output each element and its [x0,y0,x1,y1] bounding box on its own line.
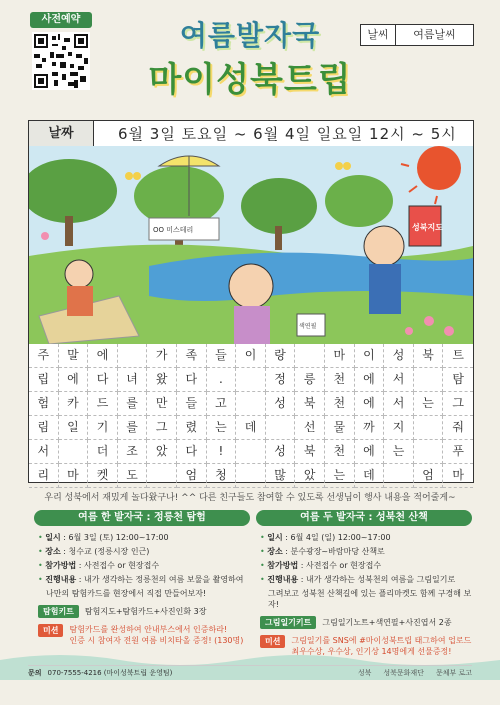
grid-cell: 그 [147,416,177,440]
left-mission-line-1: 탐험카드를 완성하여 안내부스에서 인증하라! [69,625,228,634]
weather-label: 날씨 [361,25,396,45]
logo-seongbuk: 성북 [357,669,372,677]
title-line-2: 마이성북트립 [148,60,352,100]
left-line-3: • 참가방법 : 사전접수 or 현장접수 [38,561,160,570]
grid-cell: 엄 [414,464,444,488]
diary-illustration [28,146,474,345]
grid-cell: 에 [59,368,89,392]
right-line-extra: 그려보고 성북천 산책길에 있는 플리마켓도 함께 구경해 보자! [268,589,472,609]
grid-cell: 렸 [177,416,207,440]
grid-cell: 성 [266,440,296,464]
grid-cell: 도 [118,464,148,488]
grid-cell: 성 [266,392,296,416]
left-section [34,510,250,646]
grid-cell [236,440,266,464]
grid-cell: 는 [414,392,444,416]
grid-cell: 청 [207,464,237,488]
grid-cell: 북 [295,392,325,416]
left-kit-text: 탐험지도+탐험카드+사진인화 3장 [84,607,207,616]
grid-cell: 다 [177,368,207,392]
grid-cell: 다 [177,440,207,464]
grid-cell: 족 [177,344,207,368]
grid-cell: 다 [88,368,118,392]
grid-cell [59,440,89,464]
grid-cell: 이 [236,344,266,368]
grid-cell [236,392,266,416]
grid-cell: 에 [88,344,118,368]
left-line-4: • 진행내용 : 내가 생각하는 정릉천의 여름 보물을 촬영하여 [38,575,244,584]
grid-cell: 는 [325,464,355,488]
grid-cell: 그 [443,392,473,416]
grid-cell: 에 [355,368,385,392]
grid-cell: 들 [177,392,207,416]
right-line-2: • 장소 : 분수광장~바람마당 산책로 [260,547,385,556]
grid-cell: 줘 [443,416,473,440]
grid-cell [414,440,444,464]
grid-cell: 지 [384,416,414,440]
left-line-1: • 일시 : 6월 3일 (토) 12:00~17:00 [38,533,169,542]
grid-cell: 았 [147,440,177,464]
grid-cell: 물 [325,416,355,440]
logo-foundation: 성북문화재단 [383,669,424,677]
left-section-title: 여름 한 발자국 : 정릉천 탐험 [34,510,250,526]
date-bar [28,120,474,148]
grid-cell: 트 [443,344,473,368]
left-line-extra: 나만의 탐험카드를 현장에서 직접 만들어보자! [46,589,207,598]
grid-cell: 림 [29,416,59,440]
left-kit-label: 탐험키트 [38,605,79,618]
right-kit-text: 그림일기노트+색연필+사진엽서 2종 [322,618,452,627]
grid-cell: 랑 [266,344,296,368]
grid-cell: 까 [355,416,385,440]
grid-cell: 서 [29,440,59,464]
grid-cell: 북 [414,344,444,368]
date-label: 날짜 [29,121,94,147]
qr-code-icon[interactable] [32,32,90,90]
footer [28,665,472,680]
grid-cell: 마 [443,464,473,488]
grid-cell: 정 [266,368,296,392]
grid-cell [236,368,266,392]
grid-cell: 험 [29,392,59,416]
grid-cell [236,464,266,488]
right-section [256,510,472,657]
grid-cell: 천 [325,368,355,392]
grid-cell: 왔 [147,368,177,392]
right-section-title: 여름 두 발자국 : 성북천 산책 [256,510,472,526]
title-line-1: 여름발자국 [179,19,321,52]
stall-sign-text: OO 미스테리 [153,226,194,234]
grid-cell: 데 [355,464,385,488]
grid-cell: 를 [118,416,148,440]
grid-cell: 일 [59,416,89,440]
grid-cell: 데 [236,416,266,440]
grid-cell: 조 [118,440,148,464]
reservation-label: 사전예약 [30,12,92,28]
right-kit-label: 그림일기키트 [260,616,316,629]
grid-cell: 천 [325,440,355,464]
grid-cell: 가 [147,344,177,368]
grid-cell: 리 [29,464,59,488]
weather-value: 여름날씨 [413,28,456,41]
left-mission-line-2: 인증 시 참여자 전원 여름 비치타올 증정! (130명) [69,636,244,645]
grid-cell: ! [207,440,237,464]
grid-cell: 서 [384,368,414,392]
grid-cell: 드 [88,392,118,416]
grid-cell: 천 [325,392,355,416]
grid-cell [414,368,444,392]
diary-grid [28,344,474,483]
right-line-4: • 진행내용 : 내가 생각하는 성북천의 여름을 그림일기로 [260,575,456,584]
left-line-2: • 장소 : 청수교 (정릉시장 인근) [38,547,150,556]
kite-text: 성북지도 [412,223,443,232]
right-mission-line-2: 최우수상, 우수상, 인기상 14명에게 선물증정! [291,647,452,656]
grid-cell: . [207,368,237,392]
grid-cell: 선 [295,416,325,440]
grid-cell: 만 [147,392,177,416]
grid-cell: 더 [88,440,118,464]
grid-cell: 를 [118,392,148,416]
grid-cell [295,344,325,368]
grid-cell: 엄 [177,464,207,488]
sun-icon [417,146,461,190]
teacher-message: 우리 성북에서 재밌게 놀다왔구나! ^^ 다른 친구들도 참여할 수 있도록 선생님이 행사 내용을 적어줄게~ [44,493,456,503]
grid-cell: 에 [355,392,385,416]
right-mission-line-1: 그림일기를 SNS에 #마이성북트립 태그하여 업로드 [291,636,472,645]
right-kit [260,616,472,629]
left-mission-label: 미션 [38,624,63,637]
grid-cell: 푸 [443,440,473,464]
grid-cell: 립 [29,368,59,392]
grid-cell: 말 [59,344,89,368]
grid-cell: 성 [384,344,414,368]
grid-cell [118,344,148,368]
grid-cell [266,416,296,440]
footer-contact-label: 문의 [28,669,42,677]
grid-cell: 았 [295,464,325,488]
grid-cell: 릉 [295,368,325,392]
grid-cell: 마 [59,464,89,488]
grid-cell: 는 [207,416,237,440]
grid-cell [147,464,177,488]
logo-ministry: 문체부 로고 [435,669,472,677]
grid-cell: 에 [355,440,385,464]
grid-cell: 켓 [88,464,118,488]
book-text: 색연필 [299,323,317,330]
grid-cell: 마 [325,344,355,368]
grid-cell: 탐 [443,368,473,392]
grid-cell: 녀 [118,368,148,392]
right-line-3: • 참가방법 : 사전접수 or 현장접수 [260,561,382,570]
footer-contact: 070-7555-4216 (마이성북트립 운영팀) [47,669,173,677]
grid-cell: 고 [207,392,237,416]
grid-cell: 카 [59,392,89,416]
grid-cell: 북 [295,440,325,464]
grid-cell: 는 [384,440,414,464]
grid-cell: 들 [207,344,237,368]
grid-cell [384,464,414,488]
grid-cell: 기 [88,416,118,440]
illustration-drawing [29,146,473,344]
grid-cell: 많 [266,464,296,488]
right-line-1: • 일시 : 6월 4일 (일) 12:00~17:00 [260,533,391,542]
grid-cell: 서 [384,392,414,416]
left-mission [38,624,250,646]
weather-box [360,24,474,46]
left-kit [38,605,250,618]
grid-cell: 주 [29,344,59,368]
right-mission-label: 미션 [260,635,285,648]
date-value: 6월 3일 토요일 ~ 6월 4일 일요일 12시 ~ 5시 [118,125,457,143]
grid-cell: 이 [355,344,385,368]
grid-cell [414,416,444,440]
